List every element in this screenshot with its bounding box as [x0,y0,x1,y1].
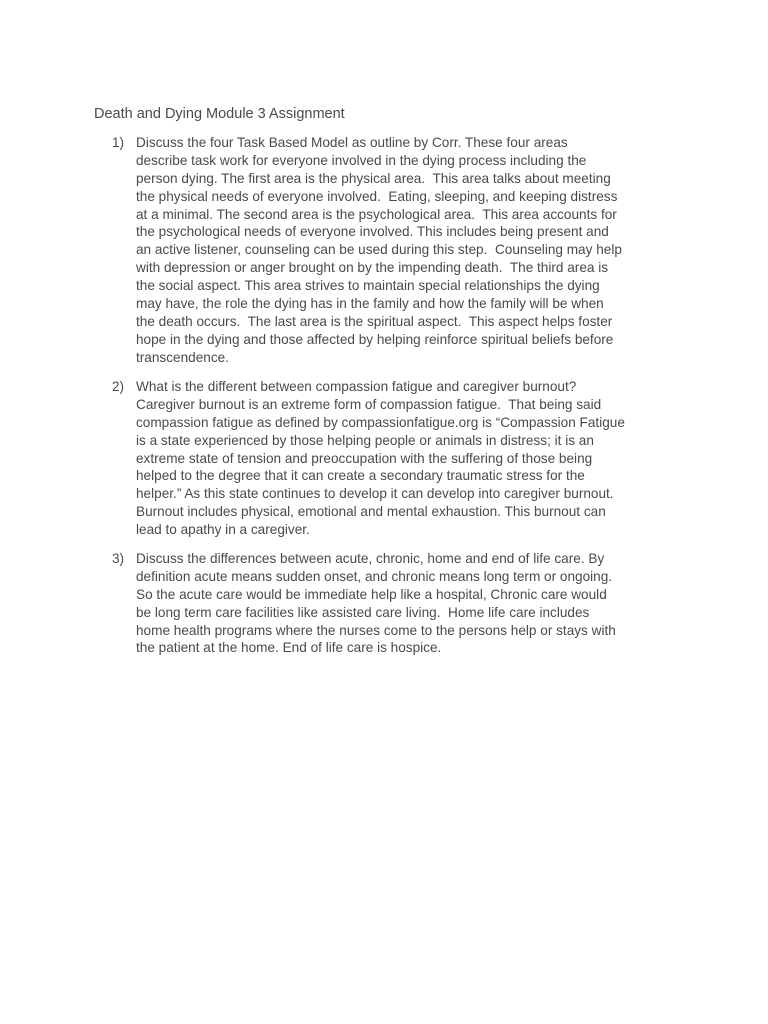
list-item-number: 1) [112,135,125,150]
text-line: the social aspect. This area strives to maintain special relationships the dying [136,278,600,294]
text-line: helped to the degree that it can create a secondary traumatic stress for the [136,468,585,484]
text-line: with depression or anger brought on by the impending death. The third area is [136,260,609,276]
text-line: helper.” As this state continues to develop it can develop into caregiver burnout. [136,486,614,502]
text-line: extreme state of tension and preoccupation with the suffering of those being [136,450,593,466]
text-line: the patient at the home. End of life care is hospice. [136,640,442,656]
text-line: may have, the role the dying has in the family and how the family will be when [136,296,604,312]
text-line: the death occurs. The last area is the spiritual aspect. This aspect helps foster [136,313,613,329]
text-line: Discuss the differences between acute, chronic, home and end of life care. By [136,551,605,566]
list-item-text [136,134,672,367]
text-line: definition acute means sudden onset, and chronic means long term or ongoing. [136,568,613,584]
text-line: at a minimal. The second area is the psychological area. This area accounts for [136,206,617,222]
text-line: describe task work for everyone involved in the dying process including the [136,152,587,168]
text-line: the physical needs of everyone involved. Eating, sleeping, and keeping distress [136,188,618,204]
text-line: transcendence. [136,349,229,365]
list-item-text [136,550,672,657]
document-title: Death and Dying Module 3 Assignment [94,106,345,122]
text-line: compassion fatigue as defined by compassionfatigue.org is “Compassion Fatigue [136,414,625,430]
list-item-number: 2) [112,379,125,394]
text-line: hope in the dying and those affected by helping reinforce spiritual beliefs before [136,331,614,347]
list-item-number: 3) [112,551,125,566]
text-line: an active listener, counseling can be used during this step. Counseling may help [136,242,622,258]
text-line: is a state experienced by those helping people or animals in distress; it is an [136,432,594,448]
text-line: be long term care facilities like assisted care living. Home life care includes [136,604,590,620]
text-line: the psychological needs of everyone involved. This includes being present and [136,224,609,240]
text-line: So the acute care would be immediate help like a hospital, Chronic care would [136,586,607,602]
text-line: Burnout includes physical, emotional and mental exhaustion. This burnout can [136,504,606,520]
text-line: lead to apathy in a caregiver. [136,522,310,538]
text-line: home health programs where the nurses come to the persons help or stays with [136,622,616,638]
list-item-text [136,378,672,539]
text-line: Discuss the four Task Based Model as outline by Corr. These four areas [136,135,568,150]
text-line: person dying. The first area is the physical area. This area talks about meeting [136,170,611,186]
text-line: What is the different between compassion fatigue and caregiver burnout? [136,379,577,394]
text-line: Caregiver burnout is an extreme form of compassion fatigue. That being said [136,396,602,412]
